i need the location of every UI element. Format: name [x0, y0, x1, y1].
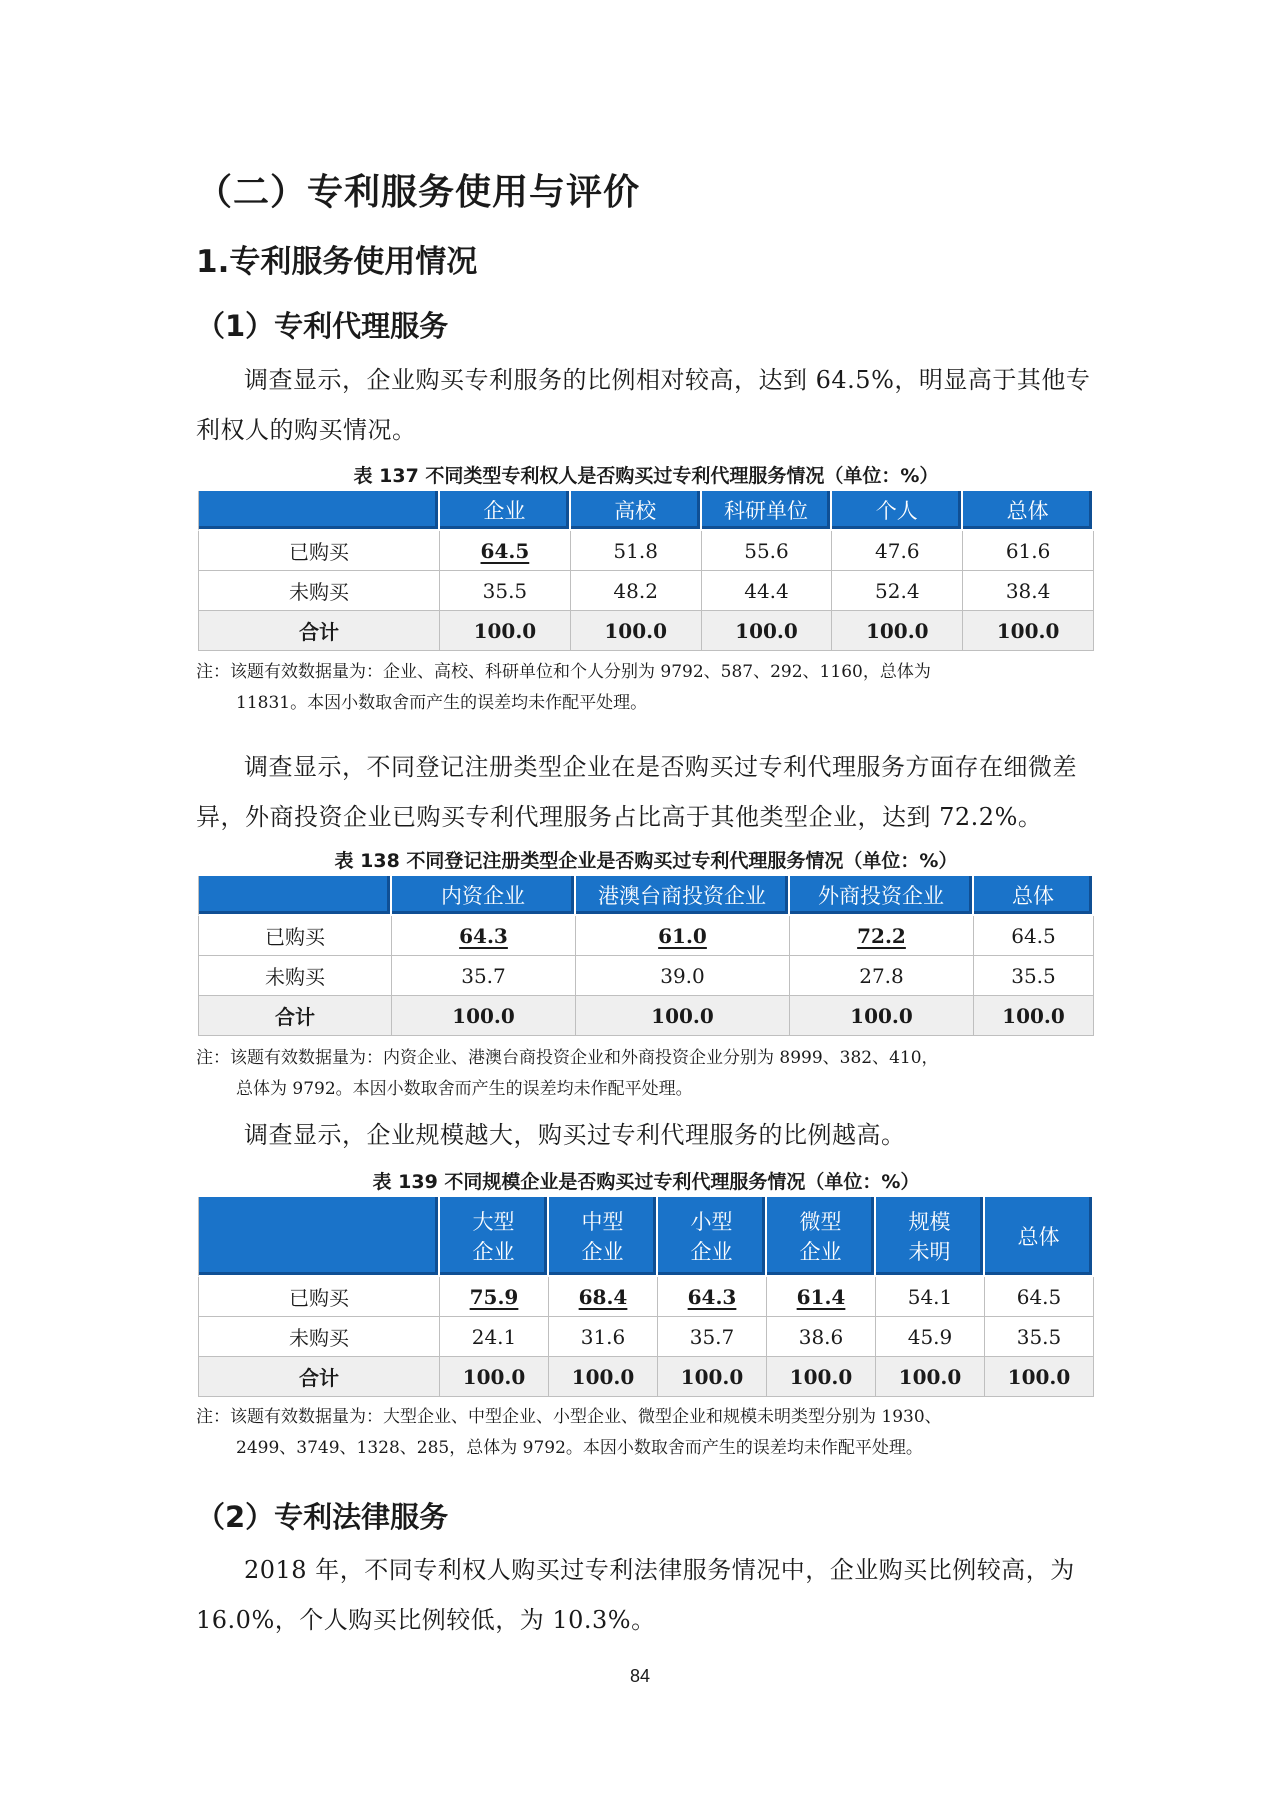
data-cell: 35.5	[440, 571, 571, 611]
data-cell: 100.0	[832, 611, 963, 651]
data-cell: 47.6	[832, 531, 963, 571]
note-line: 2499、3749、1328、285，总体为 9792。本因小数取舍而产生的误差均未作配平处理。	[236, 1438, 923, 1458]
data-cell: 100.0	[440, 1357, 549, 1397]
table-row	[198, 571, 1094, 611]
data-cell: 100.0	[876, 1357, 985, 1397]
data-cell: 100.0	[702, 611, 833, 651]
row-label: 未购买	[198, 571, 440, 611]
data-cell: 100.0	[576, 996, 790, 1036]
part1-title: （1）专利代理服务	[196, 309, 449, 343]
paragraph-4: 2018 年，不同专利权人购买过专利法律服务情况中，企业购买比例较高，为 16.0%，个人购买比例较低，为 10.3%。	[196, 1556, 1075, 1634]
note-line: 总体为 9792。本因小数取舍而产生的误差均未作配平处理。	[236, 1079, 693, 1099]
header-cell: 规模 未明	[876, 1197, 985, 1277]
data-cell: 51.8	[571, 531, 702, 571]
header-cell: 总体	[963, 491, 1094, 531]
data-cell: 61.6	[963, 531, 1094, 571]
paragraph-1: 调查显示，企业购买专利服务的比例相对较高，达到 64.5%，明显高于其他专利权人的购买情况。	[196, 366, 1091, 444]
table-header-row	[198, 1197, 1094, 1277]
row-label: 合计	[198, 611, 440, 651]
data-cell: 44.4	[702, 571, 833, 611]
page-number: 84	[629, 1666, 651, 1686]
table-total-row	[198, 1357, 1094, 1397]
table-total-row	[198, 611, 1094, 651]
data-cell: 100.0	[392, 996, 576, 1036]
table-138-note	[196, 1043, 1096, 1105]
data-cell: 75.9	[440, 1277, 549, 1317]
data-cell: 35.7	[658, 1317, 767, 1357]
header-cell: 内资企业	[392, 876, 576, 916]
data-cell: 100.0	[767, 1357, 876, 1397]
note-line: 注：该题有效数据量为：大型企业、中型企业、小型企业、微型企业和规模未明类型分别为 1930、	[196, 1407, 942, 1427]
data-cell: 100.0	[549, 1357, 658, 1397]
data-cell: 61.4	[767, 1277, 876, 1317]
header-cell: 大型 企业	[440, 1197, 549, 1277]
table-137-note	[196, 657, 1096, 719]
paragraph-3: 调查显示，企业规模越大，购买过专利代理服务的比例越高。	[244, 1121, 906, 1149]
data-cell: 64.3	[658, 1277, 767, 1317]
data-cell: 68.4	[549, 1277, 658, 1317]
data-cell: 27.8	[790, 956, 974, 996]
data-cell: 38.4	[963, 571, 1094, 611]
data-cell: 39.0	[576, 956, 790, 996]
data-cell: 64.3	[392, 916, 576, 956]
header-cell	[198, 876, 392, 916]
table-139-note	[196, 1402, 1096, 1464]
header-cell: 中型 企业	[549, 1197, 658, 1277]
table-total-row	[198, 996, 1094, 1036]
table-137-caption: 表 137 不同类型专利权人是否购买过专利代理服务情况（单位：%）	[353, 465, 939, 487]
data-cell: 48.2	[571, 571, 702, 611]
note-line: 注：该题有效数据量为：企业、高校、科研单位和个人分别为 9792、587、292、1160，总体为	[196, 662, 931, 682]
table-139	[198, 1197, 1094, 1397]
table-138-caption: 表 138 不同登记注册类型企业是否购买过专利代理服务情况（单位：%）	[334, 850, 958, 872]
header-cell: 小型 企业	[658, 1197, 767, 1277]
data-cell: 35.5	[974, 956, 1094, 996]
header-cell	[198, 491, 440, 531]
data-cell: 100.0	[985, 1357, 1094, 1397]
row-label: 已购买	[198, 1277, 440, 1317]
row-label: 未购买	[198, 1317, 440, 1357]
header-cell: 外商投资企业	[790, 876, 974, 916]
data-cell: 72.2	[790, 916, 974, 956]
table-row	[198, 1277, 1094, 1317]
row-label: 已购买	[198, 531, 440, 571]
table-139-caption: 表 139 不同规模企业是否购买过专利代理服务情况（单位：%）	[372, 1171, 920, 1193]
table-row	[198, 1317, 1094, 1357]
row-label: 合计	[198, 1357, 440, 1397]
header-cell: 个人	[832, 491, 963, 531]
data-cell: 38.6	[767, 1317, 876, 1357]
data-cell: 100.0	[974, 996, 1094, 1036]
header-cell: 港澳台商投资企业	[576, 876, 790, 916]
table-row	[198, 956, 1094, 996]
header-cell: 总体	[974, 876, 1094, 916]
table-138	[198, 876, 1094, 1036]
data-cell: 31.6	[549, 1317, 658, 1357]
subsection-title: 1.专利服务使用情况	[196, 244, 478, 280]
data-cell: 64.5	[440, 531, 571, 571]
header-cell	[198, 1197, 440, 1277]
section-title: （二）专利服务使用与评价	[196, 172, 641, 213]
table-137	[198, 491, 1094, 651]
note-line: 11831。本因小数取舍而产生的误差均未作配平处理。	[236, 693, 648, 713]
header-cell: 微型 企业	[767, 1197, 876, 1277]
data-cell: 64.5	[985, 1277, 1094, 1317]
data-cell: 54.1	[876, 1277, 985, 1317]
data-cell: 100.0	[790, 996, 974, 1036]
header-cell: 总体	[985, 1197, 1094, 1277]
data-cell: 100.0	[440, 611, 571, 651]
data-cell: 52.4	[832, 571, 963, 611]
header-cell: 企业	[440, 491, 571, 531]
data-cell: 55.6	[702, 531, 833, 571]
data-cell: 61.0	[576, 916, 790, 956]
table-row	[198, 531, 1094, 571]
data-cell: 35.7	[392, 956, 576, 996]
row-label: 未购买	[198, 956, 392, 996]
table-header-row	[198, 876, 1094, 916]
table-header-row	[198, 491, 1094, 531]
part2-title: （2）专利法律服务	[196, 1500, 449, 1534]
data-cell: 24.1	[440, 1317, 549, 1357]
data-cell: 100.0	[963, 611, 1094, 651]
data-cell: 100.0	[571, 611, 702, 651]
data-cell: 64.5	[974, 916, 1094, 956]
data-cell: 45.9	[876, 1317, 985, 1357]
note-line: 注：该题有效数据量为：内资企业、港澳台商投资企业和外商投资企业分别为 8999、382、410，	[196, 1048, 939, 1068]
header-cell: 高校	[571, 491, 702, 531]
table-row	[198, 916, 1094, 956]
paragraph-2: 调查显示，不同登记注册类型企业在是否购买过专利代理服务方面存在细微差异，外商投资企业已购买专利代理服务占比高于其他类型企业，达到 72.2%。	[196, 753, 1077, 831]
data-cell: 100.0	[658, 1357, 767, 1397]
row-label: 合计	[198, 996, 392, 1036]
header-cell: 科研单位	[702, 491, 833, 531]
row-label: 已购买	[198, 916, 392, 956]
data-cell: 35.5	[985, 1317, 1094, 1357]
